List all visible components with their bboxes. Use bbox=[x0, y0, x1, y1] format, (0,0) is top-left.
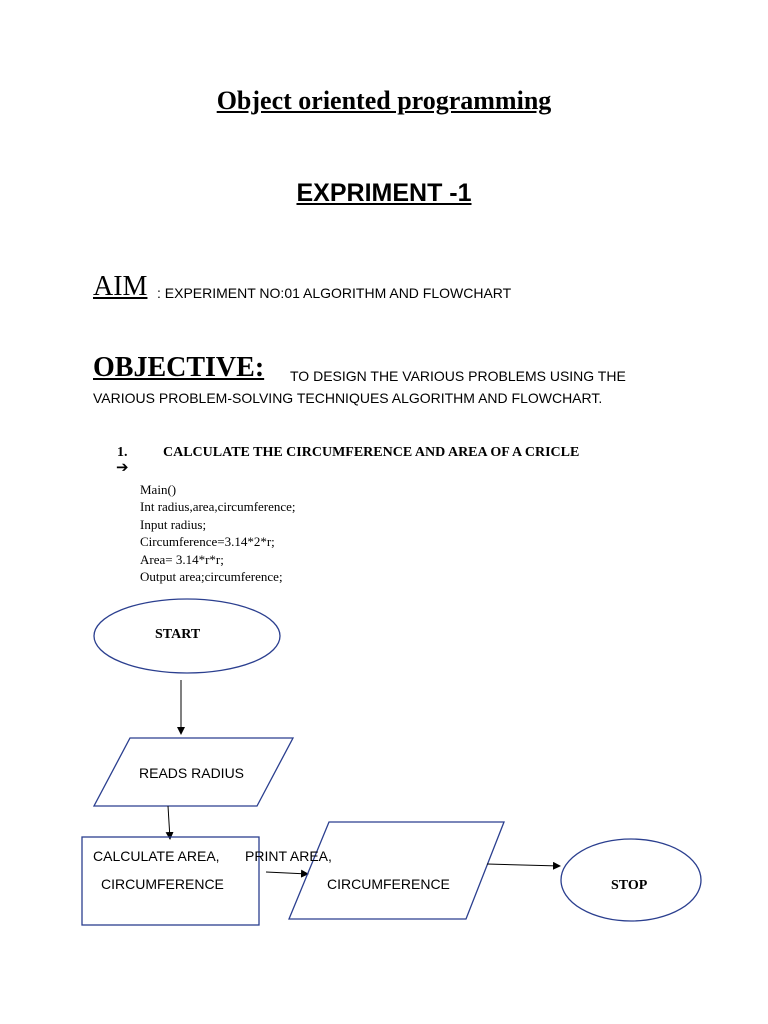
algorithm-line: Main() bbox=[140, 482, 177, 497]
aim-label: AIM bbox=[93, 271, 148, 302]
document-title: Object oriented programming bbox=[216, 86, 552, 115]
read-label: READS RADIUS bbox=[139, 765, 245, 781]
calculate-label-line1: CALCULATE AREA, bbox=[93, 848, 220, 864]
print-parallelogram bbox=[289, 822, 504, 919]
start-label: START bbox=[155, 627, 201, 642]
stop-label: STOP bbox=[611, 878, 648, 893]
objective-text-line1: TO DESIGN THE VARIOUS PROBLEMS USING THE bbox=[290, 368, 626, 384]
arrow-calc-to-print bbox=[266, 872, 308, 874]
aim-text: : EXPERIMENT NO:01 ALGORITHM AND FLOWCHART bbox=[157, 285, 512, 301]
algorithm-line: Output area;circumference; bbox=[140, 569, 283, 585]
print-label-line2: CIRCUMFERENCE bbox=[327, 876, 450, 892]
algorithm-line: Input radius; bbox=[140, 516, 207, 532]
objective-label: OBJECTIVE: bbox=[93, 352, 265, 383]
arrow-right-icon: ➔ bbox=[116, 458, 129, 476]
list-item-title: CALCULATE THE CIRCUMFERENCE AND AREA OF A CRICLE bbox=[163, 445, 580, 460]
experiment-title: EXPRIMENT -1 bbox=[296, 179, 472, 207]
algorithm-line: Area= 3.14*r*r; bbox=[140, 551, 224, 567]
arrow-print-to-stop bbox=[487, 864, 560, 866]
arrow-read-to-calc bbox=[168, 806, 170, 839]
objective-text-line2: VARIOUS PROBLEM-SOLVING TECHNIQUES ALGORITHM AND FLOWCHART. bbox=[93, 390, 603, 406]
algorithm-line: Circumference=3.14*2*r; bbox=[140, 534, 275, 550]
calculate-label-line2: CIRCUMFERENCE bbox=[101, 876, 224, 892]
list-item-number: 1. bbox=[117, 445, 128, 460]
algorithm-line: Int radius,area,circumference; bbox=[140, 499, 296, 515]
print-label-line1: PRINT AREA, bbox=[245, 848, 332, 864]
